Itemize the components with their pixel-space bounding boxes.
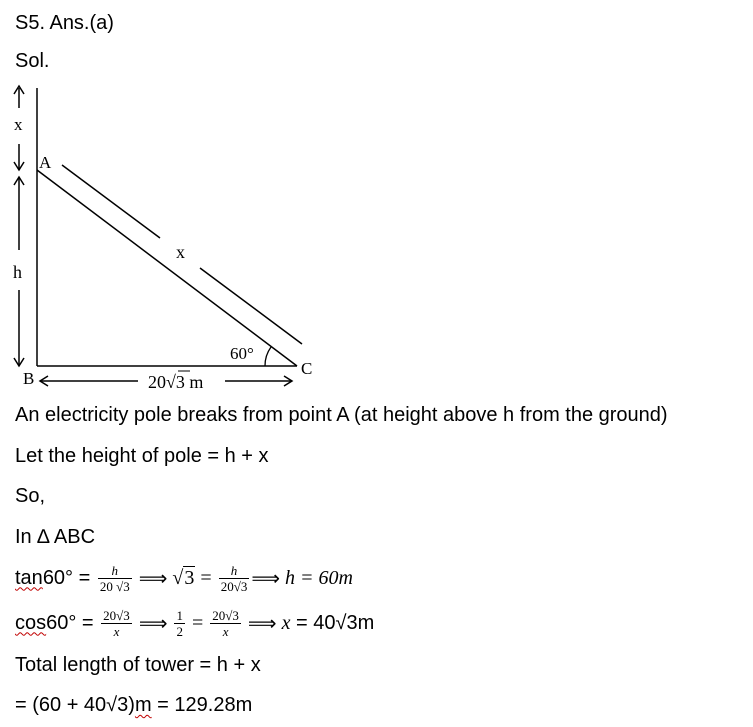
- total-line-2: [15, 694, 252, 717]
- total-line-2-unit: m: [134, 694, 152, 716]
- label-point-c: C: [301, 359, 313, 378]
- x-dimension-line-2: [200, 268, 302, 344]
- cos-frac3-num: 20√3: [212, 607, 239, 623]
- answer-prefix: S5. Ans.: [15, 12, 90, 34]
- answer-heading: [15, 12, 114, 35]
- tan-eq: =: [73, 566, 96, 589]
- total-line-2-pre: = (60 + 40√3): [15, 694, 135, 716]
- label-h: h: [13, 262, 22, 282]
- tan-root-sym: √: [172, 566, 184, 589]
- statement-line-4: In ∆ ABC: [15, 526, 96, 548]
- tan-frac2-num: h: [230, 562, 238, 578]
- tan-angle: 60°: [42, 566, 74, 589]
- x-dimension-line-1: [62, 165, 160, 238]
- tan-implies-2: ⟹: [251, 567, 285, 590]
- cos-fraction-2: [174, 608, 185, 639]
- tan-root-arg: 3: [184, 567, 195, 589]
- tan-implies-1: ⟹: [133, 567, 173, 590]
- label-point-b: B: [23, 369, 35, 388]
- base-label: 20√3 m: [148, 372, 204, 392]
- tan-fraction-1: [98, 563, 132, 594]
- cos-eq: =: [76, 611, 100, 634]
- cos-angle: 60°: [46, 611, 77, 634]
- broken-part-line: [37, 170, 297, 366]
- total-line-1: Total length of tower = h + x: [15, 654, 261, 676]
- solution-label: Sol.: [15, 50, 50, 72]
- cos-fraction-1: [101, 608, 132, 639]
- cos-result-rest: = 40√3m: [290, 611, 375, 634]
- tan-result: h = 60m: [285, 566, 353, 589]
- total-line-2-post: = 129.28m: [151, 694, 253, 716]
- label-point-a: A: [39, 153, 52, 172]
- statement-line-2: Let the height of pole = h + x: [15, 445, 269, 467]
- cos-result-var: x: [281, 611, 291, 634]
- cos-equation: [15, 602, 374, 644]
- cos-fraction-3: [210, 608, 241, 639]
- cos-frac3-den: x: [210, 623, 241, 639]
- cos-implies-1: ⟹: [133, 612, 173, 635]
- tan-equation: [15, 558, 353, 598]
- answer-value: (a): [89, 12, 114, 34]
- statement-line-3: So,: [15, 485, 46, 507]
- tan-frac1-den: 20 √3: [99, 578, 130, 594]
- angle-arc: [265, 347, 271, 366]
- label-x-hypotenuse: x: [176, 242, 185, 262]
- cos-implies-2: ⟹: [242, 612, 282, 635]
- angle-label: 60°: [230, 344, 254, 363]
- cos-frac1-den: x: [101, 623, 132, 639]
- label-x-top: x: [14, 115, 23, 134]
- tan-frac2-den: 20√3: [220, 578, 248, 594]
- tan-frac1-num: h: [111, 562, 119, 578]
- tan-eq-2: =: [195, 566, 217, 589]
- cos-func: cos: [15, 611, 47, 634]
- tan-func: tan: [15, 566, 43, 589]
- cos-frac2-num: 1: [176, 607, 183, 623]
- cos-frac1-num: 20√3: [103, 607, 130, 623]
- tan-fraction-2: [219, 563, 250, 594]
- statement-line-1: An electricity pole breaks from point A (at height above h from the ground): [15, 404, 668, 426]
- cos-frac2-den: 2: [176, 623, 183, 639]
- broken-pole-diagram: [0, 80, 330, 400]
- cos-eq-2: =: [186, 611, 209, 634]
